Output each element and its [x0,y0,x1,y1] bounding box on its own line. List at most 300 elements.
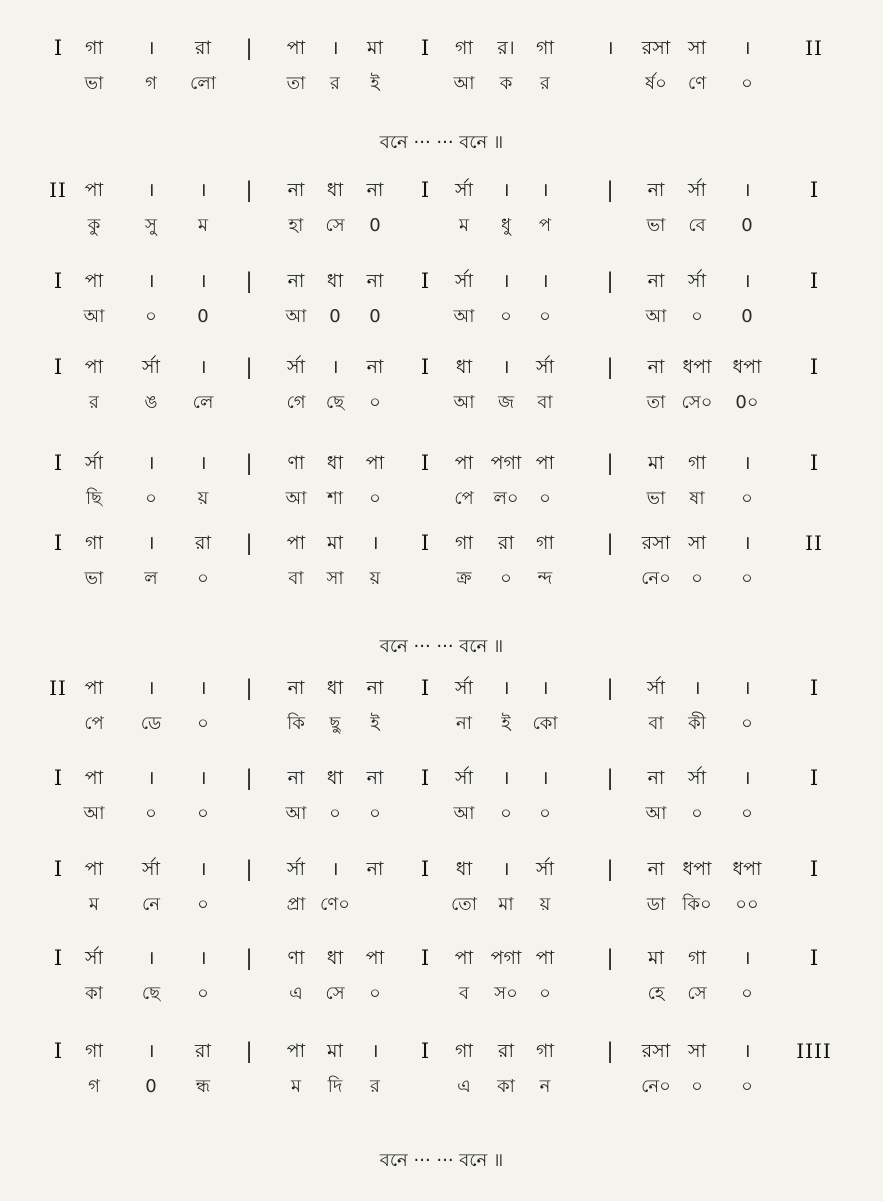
lyric-syllable: কা [85,983,103,1004]
swara-note: । [147,270,155,292]
swara-note: পা [365,947,385,969]
lyric-syllable: ০ [500,568,512,589]
swara-note: ধা [326,947,344,969]
lyric-syllable: ০ [369,392,381,413]
swara-note: না [287,677,305,699]
lyric-syllable: ই [370,713,380,734]
lyric-syllable: ন [539,1076,551,1097]
bar-line: I [53,531,63,555]
lyric-syllable: গে [286,392,306,413]
bar-line: I [53,1039,63,1063]
lyric-syllable: ছে [141,983,161,1004]
bar-line: I [420,1039,430,1063]
lyric-syllable: ভা [646,488,666,509]
swara-note: র্সা [286,356,306,378]
lyric-syllable: ০ [741,983,753,1004]
swara-line [0,264,883,298]
lyric-syllable: ছি [85,488,103,509]
swara-note: । [541,677,549,699]
swara-note: । [743,37,751,59]
lyric-syllable: আ [285,306,307,327]
bar-line: | [245,766,253,790]
swara-note: না [366,270,384,292]
lyric-syllable: হা [288,215,304,236]
lyric-syllable: নে০ [641,568,671,589]
lyric-syllable: ০ [197,894,209,915]
lyric-syllable: 0 [369,215,381,236]
lyric-syllable: তো [450,894,478,915]
swara-note: না [647,270,665,292]
swara-note: মা [366,37,384,59]
lyric-line [0,797,883,831]
lyric-syllable: ০ [741,1076,753,1097]
swara-note: ধা [326,767,344,789]
lyric-syllable: প [538,215,552,236]
lyric-syllable: ডা [646,894,666,915]
swara-note: । [199,452,207,474]
lyric-syllable: পে [454,488,474,509]
lyric-syllable: নে০ [641,1076,671,1097]
bar-line: | [606,178,614,202]
swara-note: ধপা [732,858,762,880]
swara-note: । [502,356,510,378]
swara-note: পা [535,947,555,969]
swara-note: গা [536,37,554,59]
lyric-syllable: ই [501,713,511,734]
swara-note: । [331,356,339,378]
bar-line: I [809,451,819,475]
swara-note: র্সা [454,270,474,292]
swara-note: পা [84,270,104,292]
swara-note: ণা [287,947,305,969]
swara-note: । [743,767,751,789]
lyric-line [0,888,883,922]
swara-note: পা [454,947,474,969]
lyric-syllable: কু [87,215,101,236]
lyric-syllable: ক্র [456,568,472,589]
swara-note: র্সা [141,356,161,378]
swara-note: না [366,858,384,880]
swara-note: সা [687,1040,707,1062]
swara-line [0,671,883,705]
bar-line: II [49,676,67,700]
bar-line: | [606,269,614,293]
swara-note: ধা [326,452,344,474]
lyric-syllable: তা [286,73,306,94]
lyric-syllable: আ [453,306,475,327]
swara-note: । [147,677,155,699]
lyric-syllable: সা [326,568,344,589]
swara-note: । [502,270,510,292]
swara-note: ধপা [682,858,712,880]
swara-note: র। [497,37,515,59]
lyric-syllable: ০ [145,803,157,824]
swara-note: র্সা [84,452,104,474]
bar-line: I [809,269,819,293]
lyric-syllable: সে [325,983,345,1004]
bar-line: | [245,451,253,475]
lyric-syllable: ০ [197,713,209,734]
lyric-syllable: ০ [329,803,341,824]
lyric-syllable: 0 [197,306,209,327]
swara-note: । [199,179,207,201]
bar-line: | [606,946,614,970]
lyric-syllable: ভা [646,215,666,236]
swara-note: । [541,179,549,201]
lyric-syllable: লে [192,392,214,413]
swara-note: ধা [455,356,473,378]
swara-note: । [502,677,510,699]
lyric-syllable: ল [144,568,158,589]
swara-note: রা [195,1040,211,1062]
bar-line: | [606,857,614,881]
bar-line: I [420,766,430,790]
lyric-syllable: ন্ধ [195,1076,211,1097]
bar-line: I [420,531,430,555]
bar-line: | [245,178,253,202]
lyric-syllable: ভা [84,73,104,94]
lyric-syllable: ০ [741,73,753,94]
bar-line: | [245,269,253,293]
swara-note: পগা [490,947,522,969]
swara-note: র্সা [454,677,474,699]
swara-note: । [199,270,207,292]
swara-line [0,31,883,65]
lyric-syllable: আ [83,803,105,824]
lyric-syllable: ০ [145,488,157,509]
lyric-syllable: ম [291,1076,301,1097]
bar-line: I [53,355,63,379]
lyric-syllable: কো [532,713,558,734]
swara-note: মা [326,1040,344,1062]
swara-note: গা [85,1040,103,1062]
swara-note: । [743,947,751,969]
lyric-syllable: ০ [369,983,381,1004]
swara-note: সা [687,37,707,59]
lyric-syllable: ভা [84,568,104,589]
lyric-syllable: ০০ [735,894,759,915]
bar-line: | [245,36,253,60]
bar-line: II [49,178,67,202]
lyric-syllable: ০ [197,568,209,589]
bar-line: I [53,766,63,790]
swara-note: । [199,947,207,969]
lyric-syllable: আ [285,803,307,824]
lyric-syllable: ০ [691,1076,703,1097]
lyric-syllable: সু [145,215,157,236]
swara-line [0,761,883,795]
swara-note: র্সা [535,858,555,880]
swara-note: রসা [641,532,671,554]
lyric-syllable: তা [646,392,666,413]
bar-line: | [245,857,253,881]
lyric-syllable: ক [499,73,513,94]
swara-note: না [287,179,305,201]
swara-note: ধপা [682,356,712,378]
lyric-syllable: ব [458,983,470,1004]
swara-note: সা [687,532,707,554]
swara-note: না [366,767,384,789]
swara-note: ধা [326,677,344,699]
lyric-syllable: সে [325,215,345,236]
swara-note: রসা [641,37,671,59]
swara-line [0,446,883,480]
lyric-syllable: 0০ [735,392,759,413]
lyric-syllable: ধু [500,215,512,236]
bar-line: | [606,531,614,555]
swara-note: । [147,37,155,59]
swara-note: গা [536,532,554,554]
bar-line: | [245,531,253,555]
lyric-syllable: র [540,73,550,94]
swara-note: গা [455,532,473,554]
bar-line: I [420,178,430,202]
lyric-syllable: আ [285,488,307,509]
lyric-syllable: এ [289,983,303,1004]
lyric-syllable: ণে০ [320,894,350,915]
bar-line: | [606,1039,614,1063]
swara-note: । [199,677,207,699]
swara-note: । [147,767,155,789]
swara-note: পা [365,452,385,474]
lyric-syllable: আ [453,73,475,94]
swara-note: মা [647,947,665,969]
swara-line [0,852,883,886]
bar-line: I [53,36,63,60]
lyric-line [0,209,883,243]
lyric-syllable: ষা [689,488,705,509]
lyric-syllable: ন্দ [537,568,553,589]
swara-note: । [147,179,155,201]
bar-line: | [606,451,614,475]
swara-note: । [147,452,155,474]
lyric-syllable: ০ [741,803,753,824]
lyric-syllable: ০ [500,803,512,824]
lyric-syllable: 0 [145,1076,157,1097]
lyric-line [0,562,883,596]
lyric-syllable: বে [688,215,706,236]
bar-line: I [420,857,430,881]
swara-note: গা [85,37,103,59]
swara-note: । [502,858,510,880]
swara-note: রা [195,532,211,554]
lyric-syllable: ম [89,894,99,915]
swara-note: র্সা [535,356,555,378]
lyric-syllable: 0 [741,215,753,236]
swara-note: পা [454,452,474,474]
swara-note: ধা [326,179,344,201]
swara-note: । [199,858,207,880]
lyric-syllable: ম [459,215,469,236]
swara-note: গা [85,532,103,554]
swara-note: পা [286,532,306,554]
bar-line: I [420,355,430,379]
lyric-syllable: ০ [500,306,512,327]
swara-note: । [743,532,751,554]
lyric-syllable: ০ [741,488,753,509]
bar-line: II [805,36,823,60]
swara-note: । [502,179,510,201]
bar-line: I [809,946,819,970]
swara-note: পা [535,452,555,474]
lyric-syllable: সে [687,983,707,1004]
swara-note: । [743,1040,751,1062]
swara-line [0,941,883,975]
lyric-line [0,707,883,741]
swara-note: পা [84,767,104,789]
lyric-syllable: য় [539,894,551,915]
swara-note: পা [286,1040,306,1062]
lyric-syllable: ০ [369,803,381,824]
lyric-syllable: আ [83,306,105,327]
lyric-syllable: নে [141,894,161,915]
lyric-syllable: ০ [197,983,209,1004]
swara-line [0,1034,883,1068]
swara-note: না [366,179,384,201]
bar-line: II [805,531,823,555]
bar-line: I [809,355,819,379]
lyric-syllable: আ [645,306,667,327]
refrain-line: বনে ··· ··· বনে ॥ [379,636,504,657]
swara-note: । [147,1040,155,1062]
lyric-syllable: র্ষ০ [645,73,667,94]
swara-note: । [743,270,751,292]
swara-note: মা [647,452,665,474]
lyric-syllable: কী [688,713,706,734]
lyric-syllable: প্রা [286,894,306,915]
swara-note: ধা [326,270,344,292]
swara-note: না [647,767,665,789]
lyric-syllable: না [456,713,472,734]
lyric-syllable: হে [647,983,665,1004]
swara-note: র্সা [286,858,306,880]
lyric-syllable: ০ [741,713,753,734]
bar-line: I [53,857,63,881]
lyric-syllable: লো [190,73,216,94]
lyric-syllable: ০ [369,488,381,509]
bar-line: | [245,1039,253,1063]
swara-note: না [366,677,384,699]
swara-note: । [606,37,614,59]
swara-note: র্সা [646,677,666,699]
swara-note: রা [195,37,211,59]
swara-line [0,526,883,560]
swara-note: । [371,1040,379,1062]
lyric-syllable: ০ [691,568,703,589]
swara-note: র্সা [141,858,161,880]
lyric-syllable: ০ [691,306,703,327]
swara-note: গা [455,1040,473,1062]
bar-line: I [809,676,819,700]
lyric-syllable: কা [497,1076,515,1097]
swara-note: । [331,858,339,880]
bar-line: I [420,946,430,970]
swara-note: না [647,356,665,378]
bar-line: | [606,766,614,790]
lyric-syllable: বা [537,392,553,413]
bar-line: | [245,946,253,970]
lyric-syllable: গ [145,73,157,94]
lyric-syllable: ০ [539,803,551,824]
swara-note: রা [498,1040,514,1062]
swara-note: না [647,858,665,880]
lyric-syllable: কি০ [682,894,712,915]
lyric-syllable: এ [457,1076,471,1097]
lyric-line [0,482,883,516]
lyric-syllable: ম [198,215,208,236]
lyric-syllable: গ [88,1076,100,1097]
bar-line: I [420,676,430,700]
lyric-syllable: ০ [691,803,703,824]
lyric-line [0,386,883,420]
swara-note: পা [286,37,306,59]
bar-line: I [809,857,819,881]
swara-note: পা [84,179,104,201]
swara-note: পা [84,356,104,378]
swara-note: র্সা [687,270,707,292]
swara-note: র্সা [454,767,474,789]
swara-note: । [147,947,155,969]
swara-note: র্সা [687,767,707,789]
lyric-syllable: ঙ [144,392,158,413]
bar-line: I [53,269,63,293]
lyric-line [0,977,883,1011]
lyric-syllable: ০ [741,568,753,589]
swara-note: । [743,179,751,201]
lyric-syllable: 0 [329,306,341,327]
swara-note: । [331,37,339,59]
swara-note: রা [498,532,514,554]
bar-line: | [606,355,614,379]
refrain-line: বনে ··· ··· বনে ॥ [379,1150,504,1171]
lyric-line [0,1070,883,1104]
lyric-syllable: ণে [687,73,707,94]
swara-note: না [287,270,305,292]
lyric-syllable: ০ [539,306,551,327]
lyric-line [0,67,883,101]
bar-line: I [420,36,430,60]
lyric-syllable: কি [287,713,305,734]
swara-note: । [743,677,751,699]
swara-note: গা [688,452,706,474]
swara-note: না [287,767,305,789]
bar-line: I [809,766,819,790]
bar-line: I [53,451,63,475]
swara-note: গা [688,947,706,969]
swara-note: না [647,179,665,201]
swara-note: । [502,767,510,789]
lyric-syllable: আ [453,803,475,824]
lyric-syllable: বা [288,568,304,589]
bar-line: I [420,269,430,293]
lyric-syllable: য় [197,488,209,509]
swara-note: ণা [287,452,305,474]
lyric-syllable: পে [84,713,104,734]
lyric-syllable: 0 [369,306,381,327]
lyric-syllable: ০ [539,983,551,1004]
refrain-line: বনে ··· ··· বনে ॥ [379,132,504,153]
bar-line: I [53,946,63,970]
lyric-syllable: ই [370,73,380,94]
lyric-syllable: র [330,73,340,94]
swara-note: । [199,356,207,378]
bar-line: | [245,355,253,379]
lyric-syllable: য় [369,568,381,589]
lyric-syllable: র [370,1076,380,1097]
lyric-syllable: ০ [197,803,209,824]
swara-line [0,173,883,207]
bar-line: IIII [796,1039,832,1063]
